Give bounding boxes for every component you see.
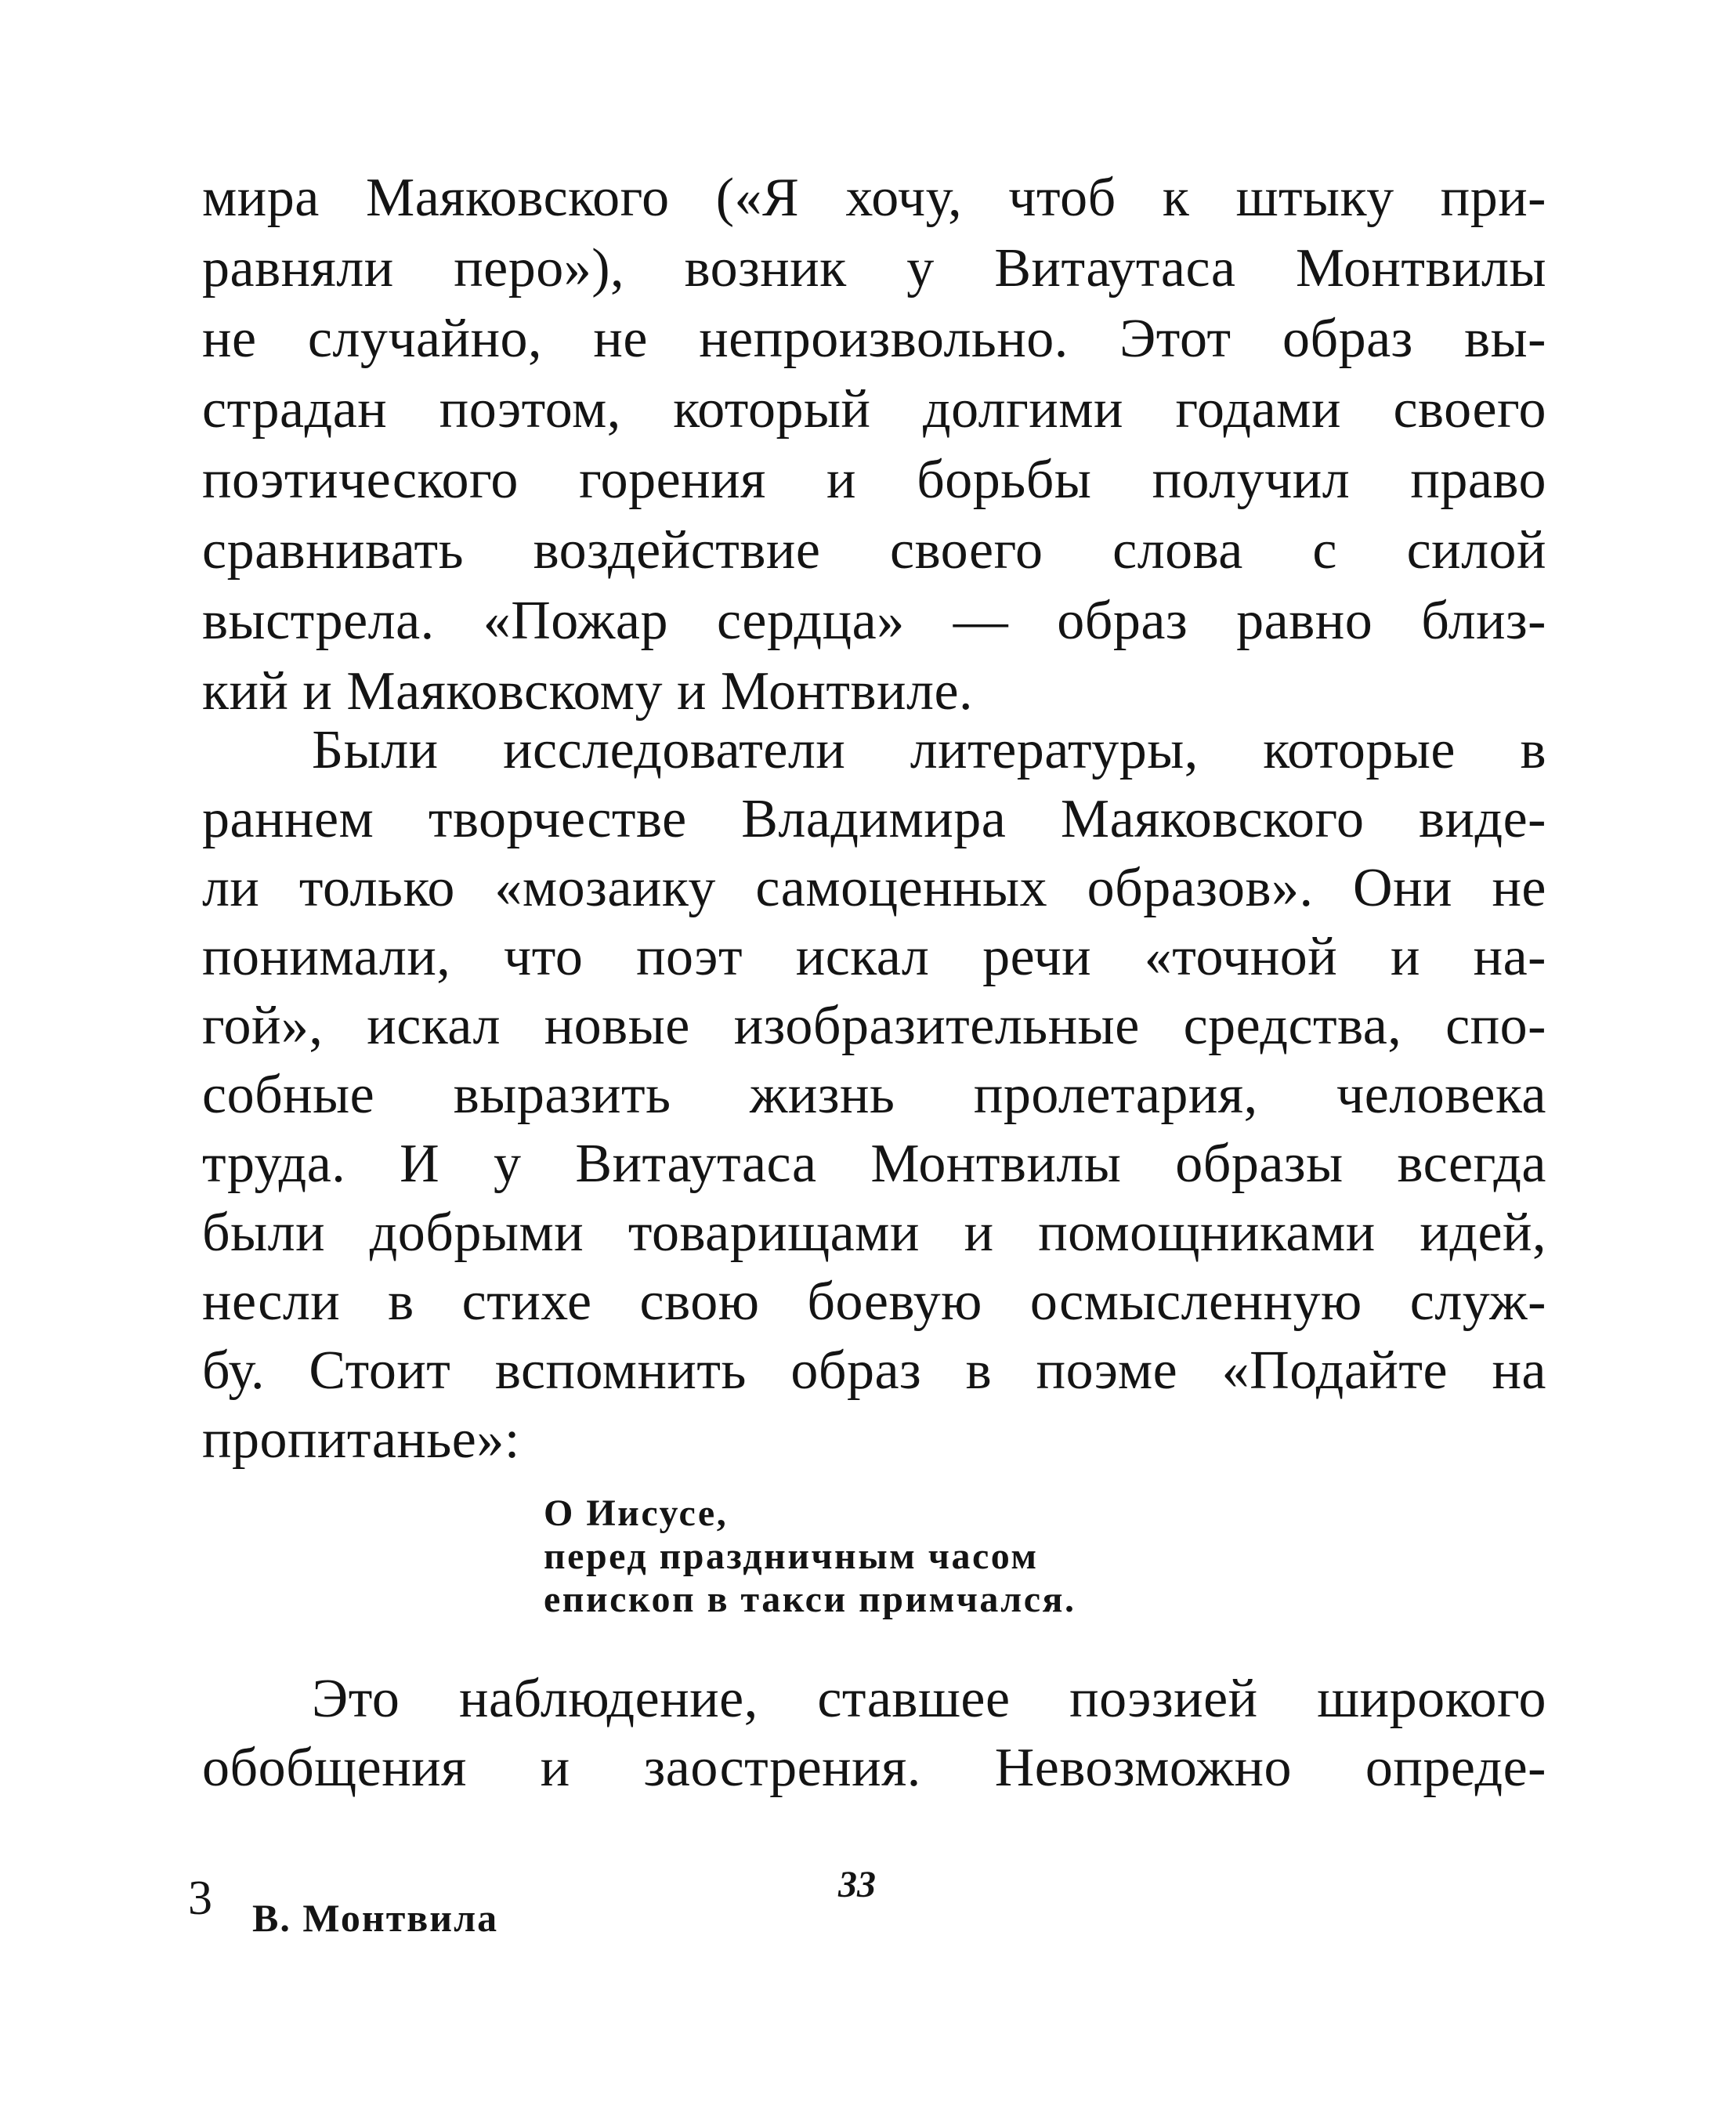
text-line: были добрыми товарищами и помощниками идей, [202, 1203, 1546, 1263]
poem-line: епископ в такси примчался. [544, 1579, 1076, 1620]
text-line: бу. Стоит вспомнить образ в поэме «Подайте на [202, 1340, 1546, 1401]
text-line: кий и Маяковскому и Монтвиле. [202, 661, 974, 722]
text-line: равняли перо»), возник у Витаутаса Монтвилы [202, 238, 1546, 298]
text-line: ли только «мозаику самоценных образов». Они не [202, 858, 1546, 918]
text-line: выстрела. «Пожар сердца» — образ равно близ- [202, 591, 1546, 651]
signature-text: В. Монтвила [252, 1896, 499, 1940]
text-line: Были исследователи литературы, которые в [312, 720, 1546, 780]
text-line: собные выразить жизнь пролетария, человека [202, 1065, 1546, 1125]
text-line: несли в стихе свою боевую осмысленную служ- [202, 1272, 1546, 1332]
poem-line: перед праздничным часом [544, 1536, 1039, 1577]
text-line: понимали, что поэт искал речи «точной и на- [202, 927, 1546, 987]
text-line: сравнивать воздействие своего слова с силой [202, 520, 1546, 581]
text-line: поэтического горения и борьбы получил право [202, 450, 1546, 510]
poem-line: О Иисусе, [544, 1492, 729, 1534]
poem-quote [544, 1492, 1249, 1621]
text-line: гой», искал новые изобразительные средства, спо- [202, 996, 1546, 1056]
text-line: труда. И у Витаутаса Монтвилы образы всегда [202, 1134, 1546, 1194]
text-line: пропитанье»: [202, 1409, 520, 1470]
text-line: раннем творчестве Владимира Маяковского виде- [202, 789, 1546, 849]
text-line: не случайно, не непроизвольно. Этот образ вы- [202, 309, 1546, 369]
signature-number: 3 [188, 1872, 212, 1925]
text-line: обобщения и заострения. Невозможно опреде- [202, 1738, 1546, 1798]
text-line: мира Маяковского («Я хочу, чтоб к штыку при- [202, 168, 1546, 228]
text-line: страдан поэтом, который долгими годами своего [202, 379, 1546, 440]
page-number: 33 [838, 1864, 876, 1905]
text-line: Это наблюдение, ставшее поэзией широкого [312, 1669, 1546, 1729]
